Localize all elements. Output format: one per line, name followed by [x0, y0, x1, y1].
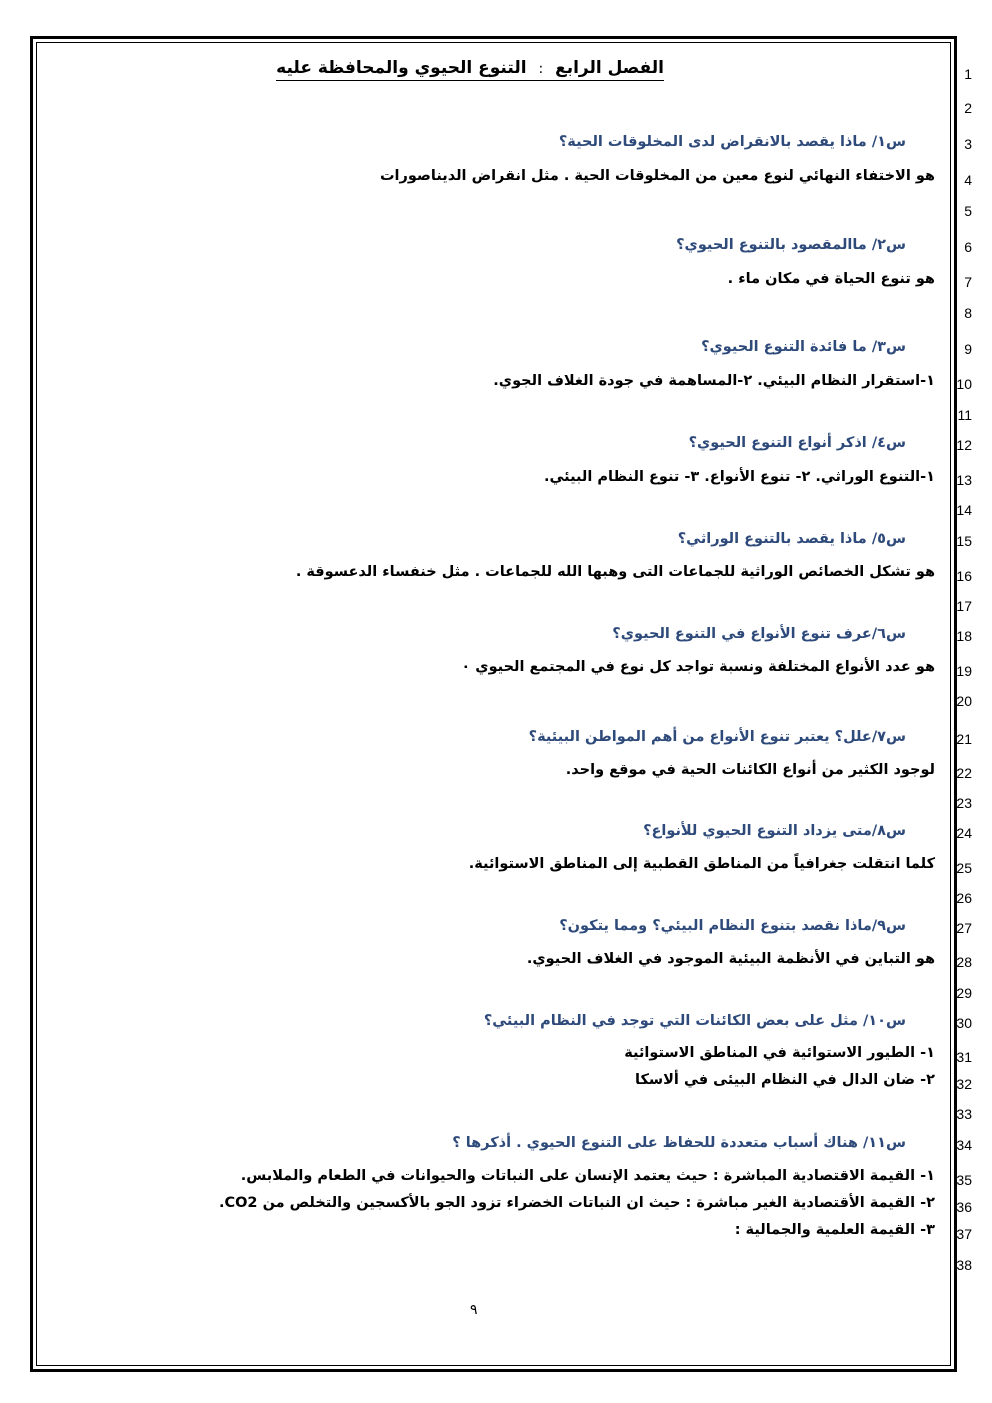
question-7: س٧/علل؟ يعتبر تنوع الأنواع من أهم المواطن البيئية؟ [528, 729, 906, 745]
line-number: 12 [956, 437, 972, 453]
line-number: 21 [956, 731, 972, 747]
question-3: س٣/ ما فائدة التنوع الحيوي؟ [701, 339, 906, 355]
line-number: 29 [956, 985, 972, 1001]
line-number: 36 [956, 1199, 972, 1215]
line-number: 14 [956, 502, 972, 518]
line-number: 2 [964, 100, 972, 116]
line-number: 20 [956, 693, 972, 709]
line-number: 6 [964, 239, 972, 255]
question-4: س٤/ اذكر أنواع التنوع الحيوي؟ [688, 435, 906, 451]
line-number: 35 [956, 1172, 972, 1188]
line-number: 11 [957, 407, 972, 423]
line-number: 34 [956, 1137, 972, 1153]
page-number: ٩ [470, 1302, 478, 1318]
question-2: س٢/ ماالمقصود بالتنوع الحيوي؟ [676, 237, 906, 253]
line-number: 26 [956, 890, 972, 906]
line-number: 9 [964, 341, 972, 357]
line-number: 23 [956, 795, 972, 811]
answer-9: هو التباين في الأنظمة البيئية الموجود في الغلاف الحيوي. [526, 951, 935, 967]
line-number: 13 [956, 472, 972, 488]
line-number: 31 [956, 1049, 972, 1065]
answer-1: هو الاختفاء النهائي لنوع معين من المخلوقات الحية . مثل انقراض الديناصورات [379, 168, 935, 184]
line-number: 27 [956, 920, 972, 936]
question-10: س١٠/ مثل على بعض الكائنات التي توجد في النظام البيئي؟ [483, 1013, 906, 1029]
answer-10-item-2: ٢- ضان الدال في النظام البيئى في ألاسكا [635, 1072, 935, 1088]
line-number: 24 [956, 825, 972, 841]
line-number: 18 [956, 628, 972, 644]
line-number: 10 [956, 376, 972, 392]
answer-3: ١-استقرار النظام البيئي. ٢-المساهمة في جودة الغلاف الجوي. [493, 373, 935, 389]
line-number: 17 [956, 598, 972, 614]
line-number: 25 [956, 860, 972, 876]
question-11: س١١/ هناك أسباب متعددة للحفاظ على التنوع الحيوي . أذكرها ؟ [452, 1135, 906, 1151]
line-number: 32 [956, 1076, 972, 1092]
question-8: س٨/متى يزداد التنوع الحيوي للأنواع؟ [643, 823, 906, 839]
answer-6: هو عدد الأنواع المختلفة ونسبة تواجد كل نوع في المجتمع الحيوي ٠ [461, 659, 935, 675]
line-number: 3 [964, 136, 972, 152]
line-number: 15 [956, 533, 972, 549]
answer-10-item-1: ١- الطيور الاستوائية في المناطق الاستوائية [624, 1045, 935, 1061]
line-number: 7 [964, 274, 972, 290]
answer-5: هو تشكل الخصائص الوراثية للجماعات التى وهبها الله للجماعات . مثل خنفساء الدعسوقة . [295, 564, 935, 580]
question-6: س٦/عرف تنوع الأنواع في التنوع الحيوي؟ [612, 626, 906, 642]
question-5: س٥/ ماذا يقصد بالتنوع الوراثي؟ [677, 531, 906, 547]
line-number: 8 [964, 305, 972, 321]
answer-11-item-2: ٢- القيمة الأقتصادية الغير مباشرة : حيث ان النباتات الخضراء تزود الجو بالأكسجين والتخلص من CO2. [218, 1195, 935, 1211]
line-number: 33 [956, 1106, 972, 1122]
line-number: 4 [964, 172, 972, 188]
line-number: 28 [956, 954, 972, 970]
line-number: 5 [964, 203, 972, 219]
line-number: 16 [956, 568, 972, 584]
question-9: س٩/ماذا نقصد بتنوع النظام البيئي؟ ومما يتكون؟ [559, 918, 906, 934]
answer-8: كلما انتقلت جغرافياً من المناطق القطبية إلى المناطق الاستوائية. [468, 856, 935, 872]
line-number: 22 [956, 765, 972, 781]
chapter-subject: التنوع الحيوي والمحافظة عليه [276, 58, 527, 78]
question-1: س١/ ماذا يقصد بالانقراض لدى المخلوقات الحية؟ [558, 134, 906, 150]
answer-11-item-1: ١- القيمة الاقتصادية المباشرة : حيث يعتمد الإنسان على النباتات والحيوانات في الطعام والملابس. [240, 1168, 935, 1184]
line-number: 19 [956, 663, 972, 679]
answer-11-item-3: ٣- القيمة العلمية والجمالية : [734, 1222, 935, 1238]
line-number: 38 [956, 1257, 972, 1273]
line-number: 37 [956, 1226, 972, 1242]
line-number: 30 [956, 1015, 972, 1031]
title-separator: : [538, 61, 544, 77]
chapter-label: الفصل الرابع [555, 58, 664, 78]
answer-4: ١-التنوع الوراثي. ٢- تنوع الأنواع. ٣- تنوع النظام البيئي. [543, 469, 935, 485]
answer-2: هو تنوع الحياة في مكان ماء . [727, 271, 935, 287]
page-title [276, 58, 664, 81]
answer-7: لوجود الكثير من أنواع الكائنات الحية في موقع واحد. [565, 762, 935, 778]
line-number: 1 [964, 66, 972, 82]
